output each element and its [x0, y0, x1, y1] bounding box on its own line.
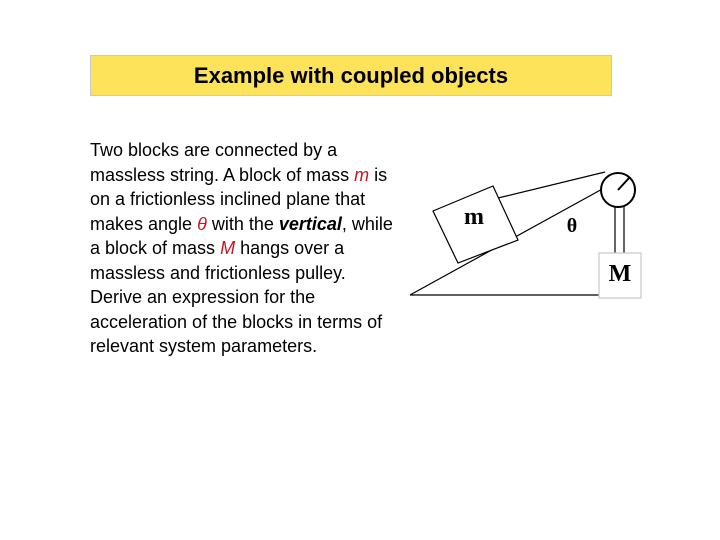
- problem-statement: [90, 138, 400, 359]
- incline-pulley-diagram: [400, 160, 680, 310]
- angle-label: θ: [566, 215, 578, 237]
- theta-symbol: θ: [197, 213, 207, 234]
- title-banner: [90, 55, 612, 96]
- string-incline-segment: [498, 172, 605, 198]
- vertical-emphasis: vertical: [278, 213, 342, 234]
- mass-M-symbol: M: [220, 238, 236, 258]
- statement-text-5: hangs over a massless and frictionless pulley.: [90, 238, 346, 283]
- slide-title: Example with coupled objects: [193, 62, 509, 88]
- block-M-label: M: [608, 261, 632, 287]
- statement-text-1: Two blocks are connected by a massless string. A block of mass: [90, 140, 355, 185]
- statement-text-3: with the: [206, 213, 279, 234]
- statement-text-6: Derive an expression for the acceleration of the blocks in terms of relevant system parameters.: [90, 287, 383, 356]
- mass-m-symbol: m: [354, 164, 370, 185]
- block-m-label: m: [464, 204, 484, 230]
- statement-text-2: is on a frictionless inclined plane that makes angle: [90, 164, 388, 234]
- statement-text-4: , while a block of mass: [90, 213, 393, 258]
